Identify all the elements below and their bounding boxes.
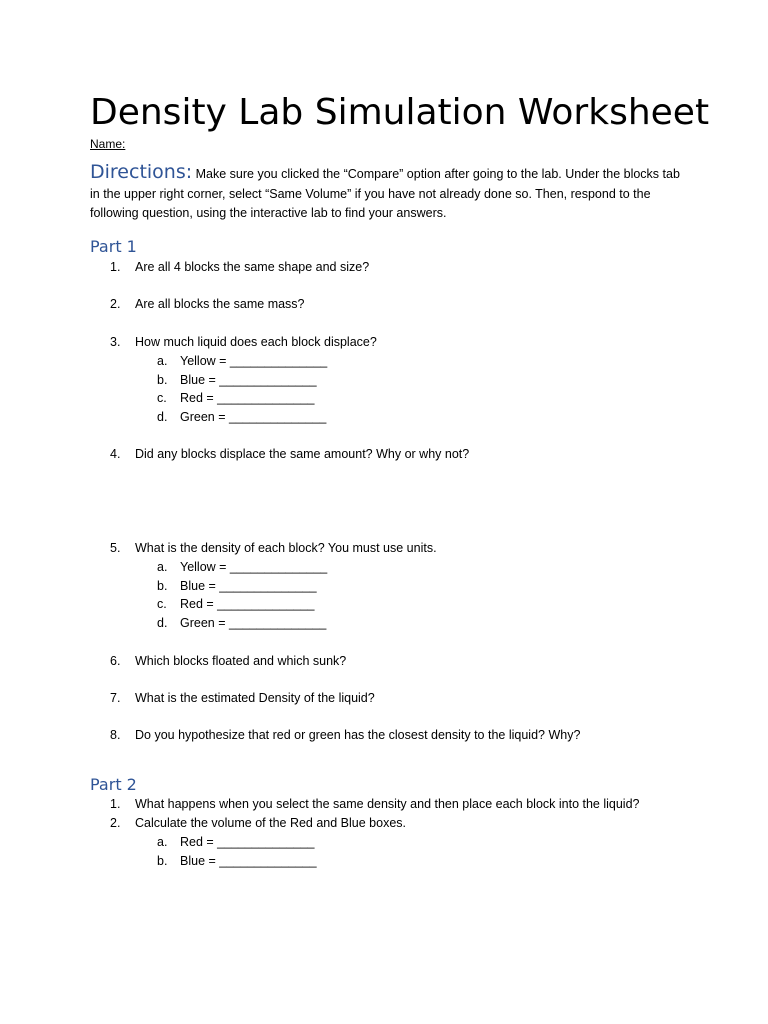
answer-line [157, 409, 326, 425]
answer-text: Blue = ______________ [180, 373, 317, 387]
question-text: Calculate the volume of the Red and Blue boxes. [135, 816, 407, 830]
part-1-question [110, 727, 580, 743]
answer-text: Yellow = ______________ [180, 560, 328, 574]
answer-text: Blue = ______________ [180, 579, 317, 593]
name-label: Name: [90, 137, 126, 151]
question-text: How much liquid does each block displace? [135, 335, 377, 349]
answer-text: Yellow = ______________ [180, 354, 328, 368]
sub-letter: b. [157, 579, 168, 593]
answer-line [157, 615, 326, 631]
part-1-question [110, 296, 305, 312]
part-1-question [110, 334, 377, 350]
question-number: 6. [110, 654, 121, 668]
question-number: 8. [110, 728, 121, 742]
directions-text: Make sure you clicked the “Compare” option after going to the lab. Under the blocks tab in the upper right corner, select “Same Volume” if you have not already done so. Then, respond to the following question, using the interactive lab to find your answers. [90, 167, 680, 220]
sub-letter: d. [157, 410, 168, 424]
sub-letter: b. [157, 854, 168, 868]
answer-line [157, 853, 317, 869]
part-2-heading: Part 2 [90, 775, 137, 794]
answer-text: Green = ______________ [180, 410, 327, 424]
question-text: What is the estimated Density of the liquid? [135, 691, 375, 705]
page-title: Density Lab Simulation Worksheet [90, 92, 710, 133]
part-1-question [110, 690, 375, 706]
question-number: 2. [110, 297, 121, 311]
answer-line [157, 353, 327, 369]
answer-text: Blue = ______________ [180, 854, 317, 868]
question-number: 3. [110, 335, 121, 349]
question-number: 7. [110, 691, 121, 705]
answer-line [157, 390, 315, 406]
part-1-question [110, 446, 469, 462]
answer-line [157, 559, 327, 575]
question-text: Which blocks floated and which sunk? [135, 654, 347, 668]
answer-text: Red = ______________ [180, 597, 315, 611]
part-1-heading: Part 1 [90, 237, 137, 256]
sub-letter: a. [157, 835, 168, 849]
question-text: Do you hypothesize that red or green has the closest density to the liquid? Why? [135, 728, 581, 742]
question-number: 4. [110, 447, 121, 461]
directions-heading: Directions: [90, 161, 193, 183]
question-number: 1. [110, 797, 121, 811]
part-1-question [110, 540, 437, 556]
answer-text: Red = ______________ [180, 391, 315, 405]
sub-letter: a. [157, 560, 168, 574]
question-number: 2. [110, 816, 121, 830]
answer-line [157, 578, 317, 594]
sub-letter: a. [157, 354, 168, 368]
answer-text: Green = ______________ [180, 616, 327, 630]
sub-letter: d. [157, 616, 168, 630]
part-1-question [110, 259, 369, 275]
part-2-question [110, 796, 640, 812]
answer-line [157, 596, 315, 612]
answer-line [157, 834, 315, 850]
question-text: Are all 4 blocks the same shape and size? [135, 260, 370, 274]
question-number: 1. [110, 260, 121, 274]
answer-text: Red = ______________ [180, 835, 315, 849]
question-text: Did any blocks displace the same amount? Why or why not? [135, 447, 470, 461]
directions-paragraph [90, 163, 690, 224]
sub-letter: c. [157, 597, 167, 611]
question-text: What is the density of each block? You must use units. [135, 541, 437, 555]
question-text: Are all blocks the same mass? [135, 297, 305, 311]
sub-letter: c. [157, 391, 167, 405]
question-text: What happens when you select the same density and then place each block into the liquid? [135, 797, 640, 811]
sub-letter: b. [157, 373, 168, 387]
answer-line [157, 372, 317, 388]
question-number: 5. [110, 541, 121, 555]
part-2-question [110, 815, 406, 831]
part-1-question [110, 653, 346, 669]
